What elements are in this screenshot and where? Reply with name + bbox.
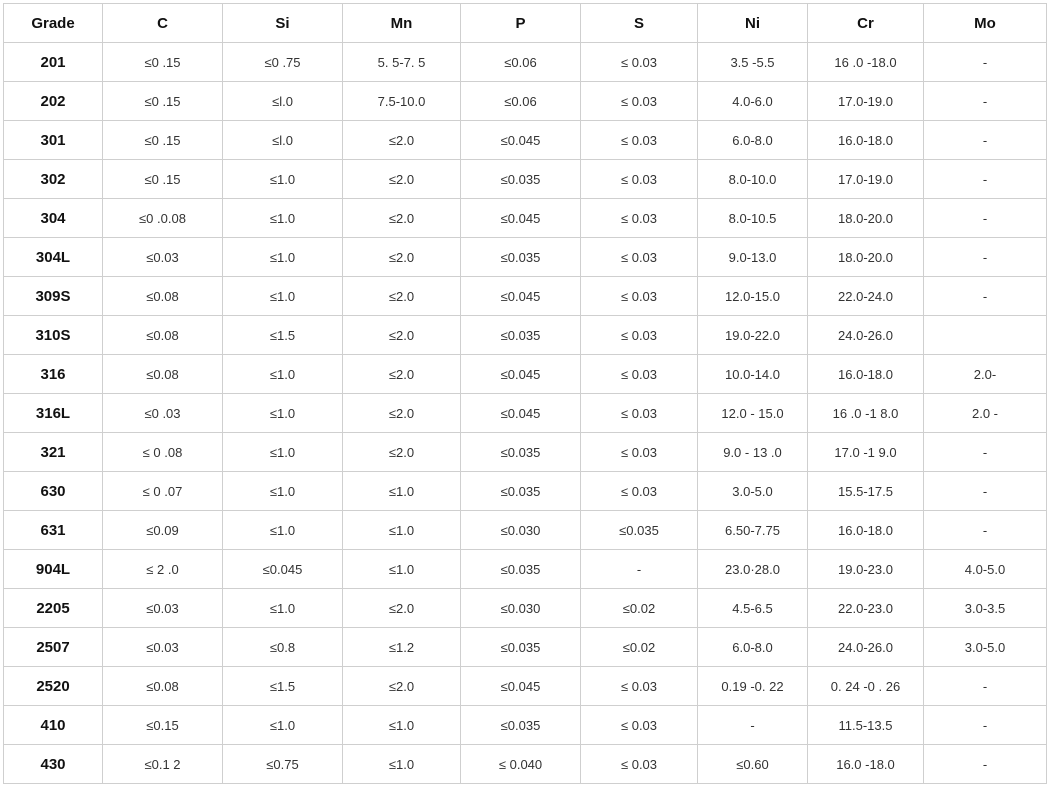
cell-s: - [581, 550, 698, 589]
column-header-p: P [461, 4, 581, 43]
grade-cell: 309S [4, 277, 103, 316]
cell-ni: 3.5 -5.5 [698, 43, 808, 82]
cell-c: ≤0 .15 [103, 121, 223, 160]
cell-mo: - [924, 121, 1047, 160]
cell-si: ≤1.0 [223, 238, 343, 277]
cell-cr: 19.0-23.0 [808, 550, 924, 589]
cell-cr: 24.0-26.0 [808, 316, 924, 355]
grade-cell: 310S [4, 316, 103, 355]
column-header-mo: Mo [924, 4, 1047, 43]
cell-si: ≤1.0 [223, 277, 343, 316]
cell-mn: ≤2.0 [343, 589, 461, 628]
cell-p: ≤0.035 [461, 238, 581, 277]
cell-p: ≤0.045 [461, 121, 581, 160]
cell-s: ≤ 0.03 [581, 706, 698, 745]
cell-c: ≤0.1 2 [103, 745, 223, 784]
cell-mn: ≤2.0 [343, 199, 461, 238]
cell-si: ≤0.8 [223, 628, 343, 667]
column-header-grade: Grade [4, 4, 103, 43]
cell-si: ≤1.0 [223, 433, 343, 472]
cell-mo: - [924, 238, 1047, 277]
table-row [4, 628, 1047, 667]
cell-s: ≤ 0.03 [581, 433, 698, 472]
cell-p: ≤0.030 [461, 589, 581, 628]
cell-si: ≤1.0 [223, 394, 343, 433]
cell-p: ≤0.035 [461, 706, 581, 745]
cell-mn: ≤1.0 [343, 706, 461, 745]
cell-mo: - [924, 472, 1047, 511]
cell-ni: 12.0 - 15.0 [698, 394, 808, 433]
cell-s: ≤ 0.03 [581, 745, 698, 784]
cell-s: ≤ 0.03 [581, 394, 698, 433]
grade-cell: 302 [4, 160, 103, 199]
grade-cell: 430 [4, 745, 103, 784]
column-header-si: Si [223, 4, 343, 43]
cell-si: ≤0 .75 [223, 43, 343, 82]
column-header-ni: Ni [698, 4, 808, 43]
cell-mn: ≤1.0 [343, 511, 461, 550]
cell-c: ≤0 .15 [103, 82, 223, 121]
cell-p: ≤0.045 [461, 199, 581, 238]
cell-p: ≤0.045 [461, 355, 581, 394]
cell-p: ≤0.06 [461, 43, 581, 82]
cell-cr: 15.5-17.5 [808, 472, 924, 511]
cell-ni: 4.0-6.0 [698, 82, 808, 121]
cell-c: ≤0.08 [103, 277, 223, 316]
cell-ni: 9.0 - 13 .0 [698, 433, 808, 472]
table-row [4, 316, 1047, 355]
cell-mo: - [924, 82, 1047, 121]
cell-c: ≤0.03 [103, 238, 223, 277]
column-header-mn: Mn [343, 4, 461, 43]
cell-si: ≤1.0 [223, 472, 343, 511]
cell-ni: ≤0.60 [698, 745, 808, 784]
cell-mn: ≤2.0 [343, 355, 461, 394]
cell-s: ≤0.02 [581, 628, 698, 667]
cell-si: ≤1.0 [223, 355, 343, 394]
cell-c: ≤0 .0.08 [103, 199, 223, 238]
cell-c: ≤0.03 [103, 589, 223, 628]
grade-cell: 2520 [4, 667, 103, 706]
cell-mo: - [924, 277, 1047, 316]
cell-ni: 19.0-22.0 [698, 316, 808, 355]
cell-p: ≤0.035 [461, 628, 581, 667]
cell-mo: 3.0-3.5 [924, 589, 1047, 628]
cell-p: ≤0.035 [461, 550, 581, 589]
cell-cr: 16.0 -18.0 [808, 745, 924, 784]
cell-ni: 6.0-8.0 [698, 121, 808, 160]
cell-c: ≤ 2 .0 [103, 550, 223, 589]
cell-c: ≤0.09 [103, 511, 223, 550]
table-row [4, 121, 1047, 160]
table-row [4, 394, 1047, 433]
cell-s: ≤0.02 [581, 589, 698, 628]
cell-mo: 3.0-5.0 [924, 628, 1047, 667]
cell-si: ≤1.0 [223, 511, 343, 550]
cell-mo: - [924, 199, 1047, 238]
table-row [4, 667, 1047, 706]
cell-mn: ≤2.0 [343, 121, 461, 160]
cell-cr: 16.0-18.0 [808, 355, 924, 394]
cell-c: ≤0.15 [103, 706, 223, 745]
cell-ni: 8.0-10.0 [698, 160, 808, 199]
cell-p: ≤0.045 [461, 394, 581, 433]
cell-s: ≤ 0.03 [581, 316, 698, 355]
cell-s: ≤ 0.03 [581, 82, 698, 121]
cell-cr: 18.0-20.0 [808, 238, 924, 277]
cell-ni: 10.0-14.0 [698, 355, 808, 394]
cell-cr: 17.0-19.0 [808, 82, 924, 121]
cell-p: ≤0.035 [461, 160, 581, 199]
cell-mo: - [924, 160, 1047, 199]
grade-cell: 904L [4, 550, 103, 589]
cell-s: ≤0.035 [581, 511, 698, 550]
table-row [4, 82, 1047, 121]
header-row [4, 4, 1047, 43]
cell-mn: ≤2.0 [343, 316, 461, 355]
table-header [4, 4, 1047, 43]
cell-mn: ≤1.0 [343, 550, 461, 589]
cell-p: ≤0.035 [461, 316, 581, 355]
cell-s: ≤ 0.03 [581, 199, 698, 238]
cell-cr: 22.0-23.0 [808, 589, 924, 628]
cell-cr: 18.0-20.0 [808, 199, 924, 238]
cell-p: ≤0.035 [461, 433, 581, 472]
cell-mo: - [924, 667, 1047, 706]
grade-cell: 301 [4, 121, 103, 160]
cell-c: ≤0 .15 [103, 43, 223, 82]
table-row [4, 706, 1047, 745]
cell-p: ≤0.030 [461, 511, 581, 550]
cell-cr: 16 .0 -18.0 [808, 43, 924, 82]
cell-s: ≤ 0.03 [581, 121, 698, 160]
cell-s: ≤ 0.03 [581, 43, 698, 82]
cell-mn: ≤1.0 [343, 745, 461, 784]
cell-mn: 7.5-10.0 [343, 82, 461, 121]
cell-mo: - [924, 511, 1047, 550]
cell-cr: 16.0-18.0 [808, 121, 924, 160]
cell-ni: - [698, 706, 808, 745]
cell-cr: 17.0-19.0 [808, 160, 924, 199]
cell-mn: ≤1.2 [343, 628, 461, 667]
cell-cr: 11.5-13.5 [808, 706, 924, 745]
cell-mo: - [924, 745, 1047, 784]
grade-composition-table [3, 3, 1047, 784]
cell-c: ≤0 .15 [103, 160, 223, 199]
table-row [4, 238, 1047, 277]
cell-ni: 12.0-15.0 [698, 277, 808, 316]
grade-cell: 410 [4, 706, 103, 745]
cell-ni: 23.0·28.0 [698, 550, 808, 589]
table-row [4, 550, 1047, 589]
table-row [4, 43, 1047, 82]
cell-mn: ≤2.0 [343, 667, 461, 706]
table-row [4, 355, 1047, 394]
cell-mo: - [924, 706, 1047, 745]
cell-si: ≤1.5 [223, 667, 343, 706]
cell-mn: ≤1.0 [343, 472, 461, 511]
cell-mn: 5. 5-7. 5 [343, 43, 461, 82]
cell-mn: ≤2.0 [343, 238, 461, 277]
column-header-s: S [581, 4, 698, 43]
cell-s: ≤ 0.03 [581, 472, 698, 511]
cell-ni: 4.5-6.5 [698, 589, 808, 628]
cell-mn: ≤2.0 [343, 160, 461, 199]
column-header-c: C [103, 4, 223, 43]
cell-mn: ≤2.0 [343, 277, 461, 316]
cell-si: ≤1.5 [223, 316, 343, 355]
column-header-cr: Cr [808, 4, 924, 43]
table-row [4, 589, 1047, 628]
cell-s: ≤ 0.03 [581, 160, 698, 199]
cell-si: ≤1.0 [223, 589, 343, 628]
cell-cr: 16.0-18.0 [808, 511, 924, 550]
cell-si: ≤1.0 [223, 199, 343, 238]
cell-ni: 3.0-5.0 [698, 472, 808, 511]
grade-cell: 202 [4, 82, 103, 121]
grade-cell: 630 [4, 472, 103, 511]
cell-cr: 24.0-26.0 [808, 628, 924, 667]
cell-s: ≤ 0.03 [581, 277, 698, 316]
cell-c: ≤0 .03 [103, 394, 223, 433]
cell-mo: 4.0-5.0 [924, 550, 1047, 589]
cell-si: ≤1.0 [223, 706, 343, 745]
table-row [4, 433, 1047, 472]
cell-mo: - [924, 43, 1047, 82]
cell-c: ≤ 0 .08 [103, 433, 223, 472]
cell-mo: 2.0- [924, 355, 1047, 394]
cell-p: ≤0.035 [461, 472, 581, 511]
grade-cell: 316 [4, 355, 103, 394]
grade-cell: 304 [4, 199, 103, 238]
cell-mo: 2.0 - [924, 394, 1047, 433]
cell-cr: 22.0-24.0 [808, 277, 924, 316]
cell-si: ≤1.0 [223, 160, 343, 199]
cell-c: ≤0.08 [103, 316, 223, 355]
cell-si: ≤l.0 [223, 82, 343, 121]
cell-ni: 9.0-13.0 [698, 238, 808, 277]
cell-c: ≤0.03 [103, 628, 223, 667]
cell-ni: 6.50-7.75 [698, 511, 808, 550]
cell-p: ≤0.045 [461, 667, 581, 706]
cell-ni: 8.0-10.5 [698, 199, 808, 238]
grade-cell: 2205 [4, 589, 103, 628]
cell-cr: 17.0 -1 9.0 [808, 433, 924, 472]
cell-s: ≤ 0.03 [581, 238, 698, 277]
cell-p: ≤ 0.040 [461, 745, 581, 784]
table-row [4, 277, 1047, 316]
cell-c: ≤0.08 [103, 667, 223, 706]
cell-mn: ≤2.0 [343, 433, 461, 472]
cell-ni: 6.0-8.0 [698, 628, 808, 667]
cell-cr: 16 .0 -1 8.0 [808, 394, 924, 433]
table-body [4, 43, 1047, 784]
cell-s: ≤ 0.03 [581, 355, 698, 394]
grade-cell: 321 [4, 433, 103, 472]
table-row [4, 199, 1047, 238]
table-row [4, 160, 1047, 199]
table-row [4, 745, 1047, 784]
cell-si: ≤0.75 [223, 745, 343, 784]
cell-mo [924, 316, 1047, 355]
grade-cell: 304L [4, 238, 103, 277]
cell-p: ≤0.045 [461, 277, 581, 316]
cell-c: ≤0.08 [103, 355, 223, 394]
cell-ni: 0.19 -0. 22 [698, 667, 808, 706]
grade-cell: 201 [4, 43, 103, 82]
cell-s: ≤ 0.03 [581, 667, 698, 706]
grade-cell: 316L [4, 394, 103, 433]
grade-cell: 631 [4, 511, 103, 550]
cell-c: ≤ 0 .07 [103, 472, 223, 511]
cell-cr: 0. 24 -0 . 26 [808, 667, 924, 706]
cell-mo: - [924, 433, 1047, 472]
cell-si: ≤0.045 [223, 550, 343, 589]
table-row [4, 511, 1047, 550]
cell-p: ≤0.06 [461, 82, 581, 121]
cell-mn: ≤2.0 [343, 394, 461, 433]
grade-cell: 2507 [4, 628, 103, 667]
table-row [4, 472, 1047, 511]
cell-si: ≤l.0 [223, 121, 343, 160]
